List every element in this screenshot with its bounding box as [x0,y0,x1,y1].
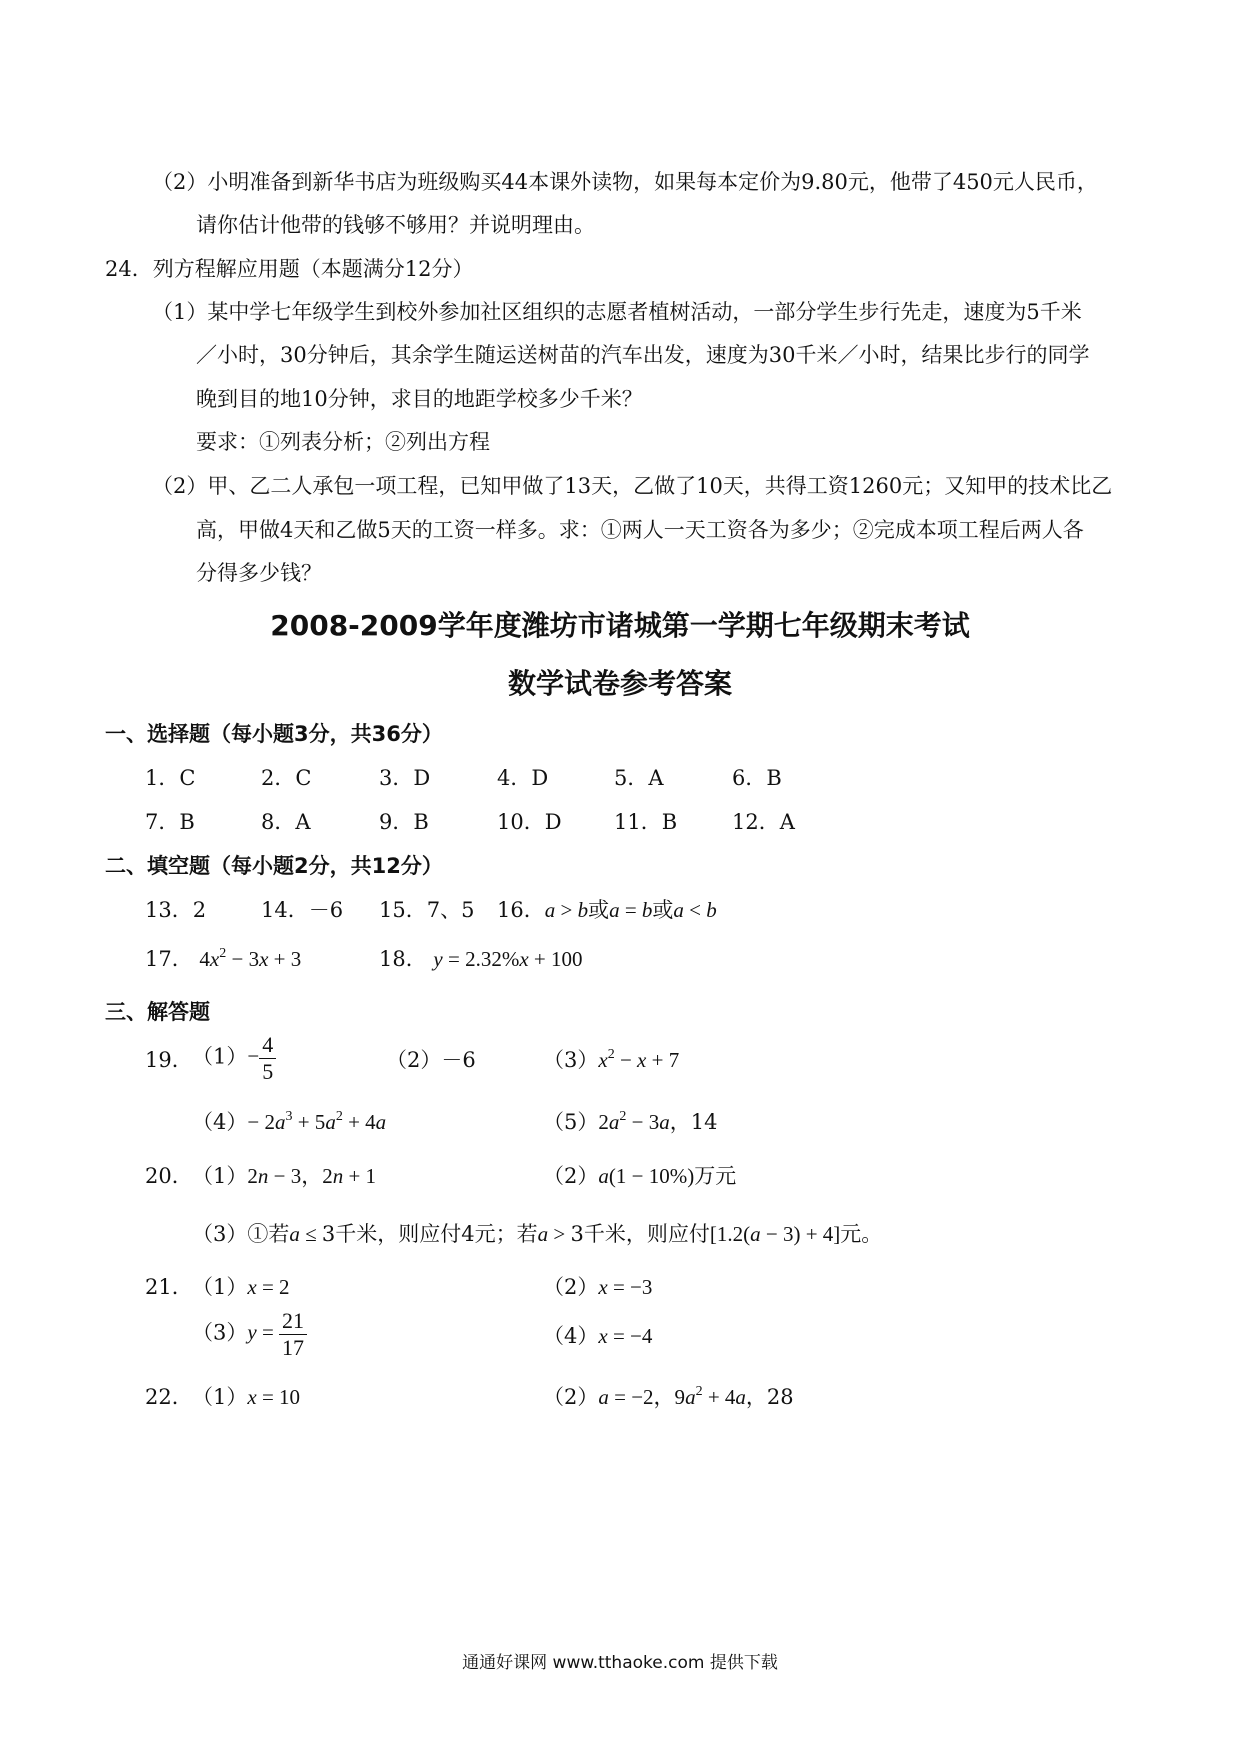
q22-part2-formula: a = −2，$9a^2 + 4a$ [598,1384,746,1409]
q19-part1-formula: − $\frac{4}{5}$ [247,1044,276,1068]
answer-18 [379,945,583,973]
q21-part4-formula: x = −4 [598,1324,653,1348]
q19-part1-label: （1） [192,1044,248,1069]
q21-part4 [543,1322,652,1350]
q20-part3-label: （3） [192,1222,248,1246]
answer-14: 14．－6 [261,898,344,922]
answer-18-formula: y = 2.32%x + 100 [433,947,583,971]
q20-part3 [192,1220,882,1248]
q19-part4 [192,1108,386,1136]
q20-part1-label: （1） [192,1164,248,1188]
answer-17 [145,945,301,973]
answer-1: 1．C [145,766,196,790]
q21-number: 21． [145,1275,193,1299]
answer-7: 7．B [145,810,195,834]
q20-part1-formula: 2n − 3，2n + 1 [247,1164,377,1188]
q21-part4-label: （4） [543,1324,599,1348]
answer-16-number: 16． [497,898,545,922]
answer-3: 3．D [379,766,431,790]
answer-18-number: 18． [379,947,427,971]
q21-part3 [192,1308,307,1361]
answer-16 [497,896,717,924]
fraction: $\frac{21}{17}$ [279,1308,307,1361]
q19-part2 [386,1046,476,1074]
q20-number: 20． [145,1164,193,1188]
q19-part3 [543,1046,679,1074]
q19-part5-formula: $2a^2 - 3a$ [598,1109,670,1134]
answer-6: 6．B [732,766,782,790]
q20-part3-formula: [1.2(a − 3) + 4] [709,1222,841,1246]
q22-part1-formula: x = 10 [247,1385,301,1409]
q19-part5 [543,1108,717,1136]
answer-key-title: 2008-2009学年度潍坊市诸城第一学期七年级期末考试 [270,609,970,642]
q19-part1 [192,1032,276,1085]
answer-11: 11．B [614,810,678,834]
q20-part2 [543,1162,736,1190]
q24-part2-line1: （2）甲、乙二人承包一项工程，已知甲做了13天，乙做了10天，共得工资1260元；又知甲的技术比乙 [152,474,1113,498]
answer-12: 12．A [732,810,795,834]
q19-part3-label: （3） [543,1048,599,1072]
q24-part1-line2: ／小时，30分钟后，其余学生随运送树苗的汽车出发，速度为30千米／小时，结果比步行的同学 [196,343,1090,367]
q24-part2-line2: 高，甲做4天和乙做5天的工资一样多。求：①两人一天工资各为多少；②完成本项工程后两人各 [196,518,1084,542]
answer-17-formula: $4x^2 - 3x + 3$ [199,946,302,971]
q21-part3-label: （3） [192,1320,248,1345]
q22-part1 [192,1383,300,1411]
answer-17-number: 17． [145,947,193,971]
q20-part3-cond-2: a > [537,1222,571,1246]
answer-10: 10．D [497,810,562,834]
q21-part2 [543,1273,652,1301]
answer-13: 13．2 [145,898,207,922]
fraction: $\frac{4}{5}$ [259,1032,276,1085]
q24-part1-line1: （1）某中学七年级学生到校外参加社区组织的志愿者植树活动，一部分学生步行先走，速度为5千米 [152,300,1082,324]
answer-16-formula-2: a = b [609,898,653,922]
answer-15: 15．7、5 [379,898,475,922]
q20-part2-formula: a(1 − 10%) [598,1164,695,1188]
page-footer: 通通好课网 www.tthaoke.com 提供下载 [462,1653,778,1673]
answer-2: 2．C [261,766,312,790]
q22-part2-value: ，28 [745,1385,794,1409]
q24-part1-line4: 要求：①列表分析；②列出方程 [196,430,490,454]
section3-heading: 三、解答题 [105,1000,210,1024]
q23-part2-line2: 请你估计他带的钱够不够用？并说明理由。 [196,213,595,237]
q19-part5-value: ，14 [669,1110,718,1134]
q19-part4-label: （4） [192,1110,248,1134]
q19-part5-label: （5） [543,1110,599,1134]
q20-part2-label: （2） [543,1164,599,1188]
answer-16-or-1: 或 [588,898,610,922]
answer-16-formula-3: a < b [673,898,717,922]
q24-part1-line3: 晚到目的地10分钟，求目的地距学校多少千米？ [196,387,643,411]
q23-part2-line1: （2）小明准备到新华书店为班级购买44本课外读物，如果每本定价为9.80元，他带了450元人民币， [152,170,1098,194]
q21-part3-formula: y = $\frac{21}{17}$ [247,1320,307,1344]
answer-16-formula-1: a > b [544,898,589,922]
answer-8: 8．A [261,810,311,834]
q19-part4-formula: − $2a^3 + 5a^2 + 4a$ [247,1109,387,1134]
q21-part2-formula: x = −3 [598,1275,653,1299]
answer-5: 5．A [614,766,664,790]
q22-part1-label: （1） [192,1385,248,1409]
q20-part2-unit: 万元 [694,1164,737,1188]
q24-heading: 24．列方程解应用题（本题满分12分） [105,257,474,281]
q20-part3-cond-1: a ≤ [289,1222,322,1246]
q19-number: 19． [145,1048,193,1072]
q20-part3-text-a: ①若 [247,1222,290,1246]
q21-part1-label: （1） [192,1275,248,1299]
q19-part2-value: －6 [441,1048,476,1072]
answer-16-or-2: 或 [652,898,674,922]
q20-part3-text-c: 3千米，则应付 [570,1222,710,1246]
q19-part3-formula: $x^2 - x + 7$ [598,1047,680,1072]
q22-part2 [543,1383,794,1411]
answer-key-subtitle: 数学试卷参考答案 [507,667,732,700]
q22-part2-label: （2） [543,1385,599,1409]
q22-number: 22． [145,1385,193,1409]
section1-heading: 一、选择题（每小题3分，共36分） [105,722,443,746]
q21-part1 [192,1273,290,1301]
q20-part1 [192,1162,376,1190]
q21-part2-label: （2） [543,1275,599,1299]
q20-part3-text-d: 元。 [840,1222,883,1246]
q20-part3-text-b: 3千米，则应付4元；若 [321,1222,538,1246]
q21-part1-formula: x = 2 [247,1275,290,1299]
q19-part2-label: （2） [386,1048,442,1072]
section2-heading: 二、填空题（每小题2分，共12分） [105,854,443,878]
q24-part2-line3: 分得多少钱？ [196,561,322,585]
answer-4: 4．D [497,766,549,790]
answer-9: 9．B [379,810,429,834]
